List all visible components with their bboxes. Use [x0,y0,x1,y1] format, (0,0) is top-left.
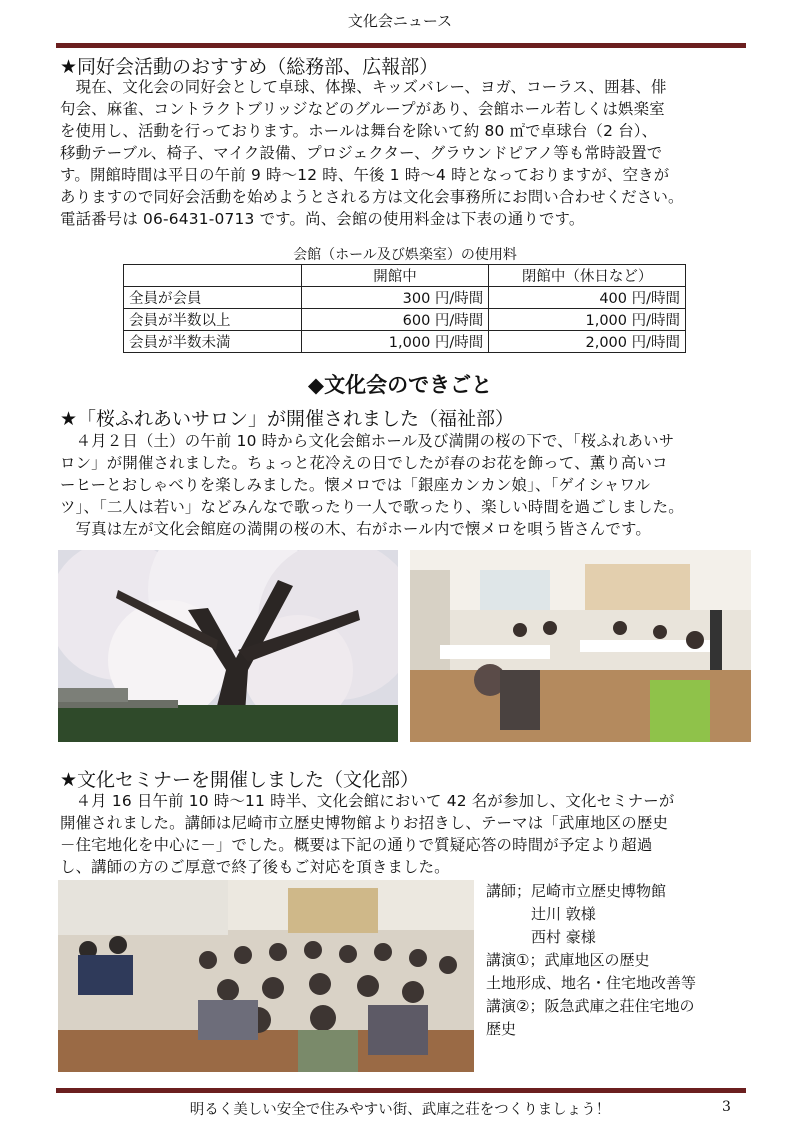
fee-table-caption: 会館（ホール及び娯楽室）の使用料 [293,247,517,263]
fee-table-row [124,287,686,309]
seminar-heading: ★文化セミナーを開催しました（文化部） [60,769,420,791]
fee-table-header-cell: 開館中 [301,265,489,287]
seminar-detail-line: 土地形成、地名・住宅地改善等 [486,974,697,992]
newsletter-title: 文化会ニュース [347,12,453,30]
events-section-title: ◆文化会のできごと [307,373,493,397]
seminar-detail-line: 辻川 敦様 [486,905,596,923]
fee-table-header-row [124,265,686,287]
footer-slogan: 明るく美しい安全で住みやすい街、武庫之荘をつくりましょう！ [189,1102,611,1118]
fee-table-cell: 全員が会員 [124,287,302,309]
fee-table-cell: 1,000 円/時間 [489,309,686,331]
seminar-audience-photo [58,880,474,1072]
salon-heading: ★「桜ふれあいサロン」が開催されました（福祉部） [60,408,515,430]
fee-table-header-cell: 閉館中（休日など） [489,265,686,287]
fee-table [123,264,686,353]
seminar-detail-line: 歴史 [486,1020,517,1038]
seminar-detail-line: 講師；尼崎市立歴史博物館 [486,882,667,900]
fee-table-row [124,309,686,331]
page-number: 3 [722,1099,731,1115]
seminar-details [486,880,756,1041]
club-heading: ★同好会活動のおすすめ（総務部、広報部） [60,56,439,78]
fee-table-cell: 会員が半数未満 [124,331,302,353]
seminar-detail-line: 講演①；武庫地区の歴史 [486,951,650,969]
fee-table-cell: 400 円/時間 [489,287,686,309]
fee-table-cell: 2,000 円/時間 [489,331,686,353]
fee-table-cell: 会員が半数以上 [124,309,302,331]
seminar-body: ４月 16 日午前 10 時～11 時半、文化会館において 42 名が参加し、文化セミナーが 開催されました。講師は尼崎市立歴史博物館よりお招きし、テーマは「武庫地区の歴史 －住宅地化を中心に－」でした。概要は下記の通りで質疑応答の時間が予定より超過 し、講師の方のご厚意で終了後もご対応を頂きました。 [60,792,675,876]
seminar-detail-line: 講演②；阪急武庫之荘住宅地の [486,997,695,1015]
fee-table-cell: 600 円/時間 [301,309,489,331]
hall-singing-photo [410,550,751,742]
seminar-detail-line: 西村 豪様 [486,928,596,946]
cherry-blossom-photo [58,550,398,742]
fee-table-cell: 1,000 円/時間 [301,331,489,353]
footer-rule [56,1088,746,1093]
header-rule [56,43,746,48]
fee-table-cell: 300 円/時間 [301,287,489,309]
club-body: 現在、文化会の同好会として卓球、体操、キッズバレー、ヨガ、コーラス、囲碁、俳 句会、麻雀、コントラクトブリッジなどのグループがあり、会館ホール若しくは娯楽室 を使用し、活動を行っております。ホールは舞台を除いて約 80 ㎡で卓球台（2 台）、 移動テーブル、椅子、マイク設備、プロジェクター、グラウンドピアノ等も常時設置で す。開館時間は平日の午前 9 時～12 時、午後 1 時～4 時となっておりますが、空きが ありますので同好会活動を始めようとされる方は文化会事務所にお問い合わせください。 電話番号は 06-6431-0713 です。尚、会館の使用料金は下表の通りです。 [60,78,684,228]
fee-table-header-cell [124,265,302,287]
fee-table-row [124,331,686,353]
salon-body: ４月２日（土）の午前 10 時から文化会館ホール及び満開の桜の下で、「桜ふれあいサ ロン」が開催されました。ちょっと花冷えの日でしたが春のお花を飾って、薫り高いコ ーヒーとおしゃべりを楽しみました。懐メロでは「銀座カンカン娘」、「ゲイシャワル ツ」、「二人は若い」などみんなで歌ったり一人で歌ったり、楽しい時間を過ごしました。 写真は左が文化会館庭の満開の桜の木、右がホール内で懐メロを唄う皆さんです。 [60,432,684,538]
